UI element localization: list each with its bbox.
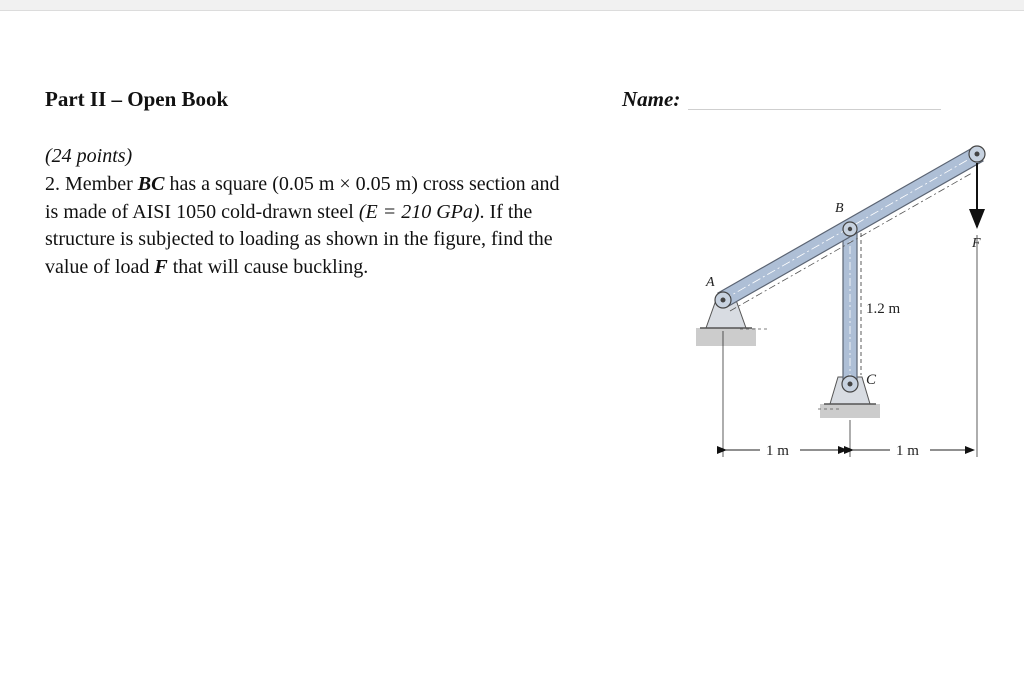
right-span-text: 1 m xyxy=(896,443,919,459)
structure-figure xyxy=(690,135,1000,475)
label-a: A xyxy=(706,275,715,290)
top-toolbar-strip xyxy=(0,0,1024,11)
ground-a xyxy=(696,328,756,346)
left-span-text: 1 m xyxy=(766,443,789,459)
pin-b-center xyxy=(848,227,852,231)
name-underline xyxy=(688,109,941,110)
points-label: (24 points) xyxy=(45,145,133,167)
load-f-label: F xyxy=(154,255,168,278)
problem-line-1: 2. Member BC has a square (0.05 m × 0.05 m) cross section and xyxy=(45,173,560,195)
pin-c-center xyxy=(848,382,853,387)
pin-tip-center xyxy=(975,152,980,157)
section-title: Part II – Open Book xyxy=(45,87,229,111)
pin-a-center xyxy=(721,298,726,303)
label-b: B xyxy=(835,201,844,216)
label-f: F xyxy=(972,236,981,251)
problem-line-2: is made of AISI 1050 cold-drawn steel (E = 210 GPa). If the xyxy=(45,200,533,223)
problem-line-3: structure is subjected to loading as shown in the figure, find the xyxy=(45,228,553,250)
modulus-text: (E = 210 GPa) xyxy=(358,200,480,223)
name-label: Name: xyxy=(622,87,681,111)
ground-c xyxy=(820,404,880,418)
member-bc-label: BC xyxy=(137,173,165,195)
problem-line-4: value of load F that will cause buckling. xyxy=(45,255,369,278)
height-dimension-text: 1.2 m xyxy=(866,301,901,317)
problem-statement xyxy=(45,171,685,281)
label-c: C xyxy=(866,372,877,388)
